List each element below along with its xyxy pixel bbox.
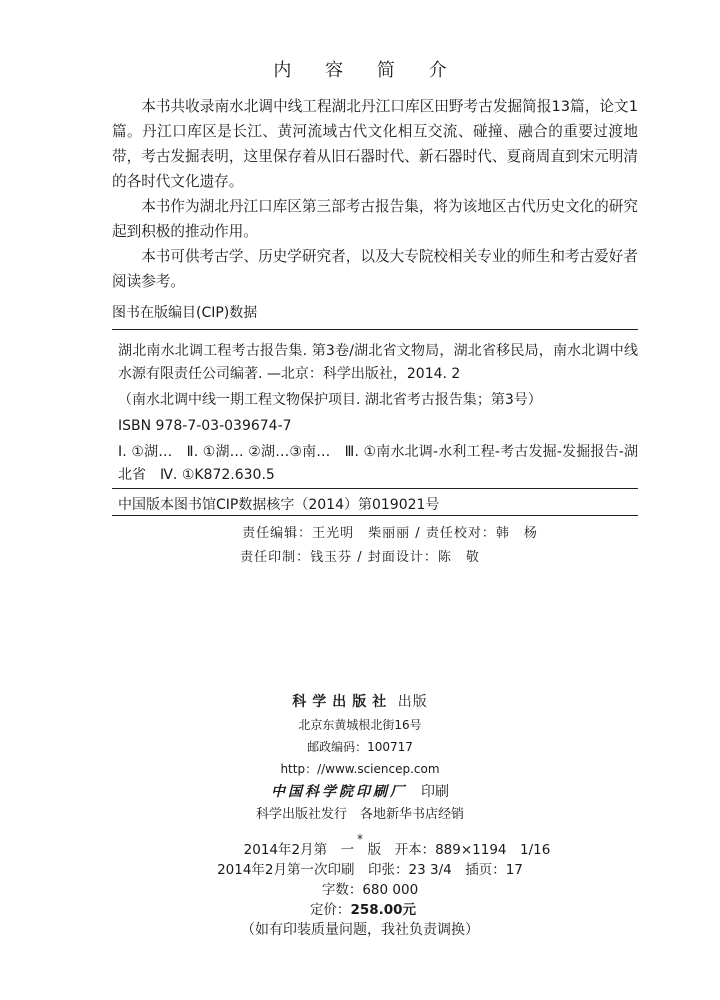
cip-heading: 图书在版编目(CIP)数据 bbox=[112, 305, 258, 321]
production-credits bbox=[0, 546, 720, 565]
price-line bbox=[0, 900, 720, 920]
summary-paragraph: 本书作为湖北丹江口库区第三部考古报告集，将为该地区古代历史文化的研究起到积极的推动作用。 bbox=[112, 198, 638, 240]
printing-line: 2014年2月第一次印刷 印张：23 3/4 插页：17 bbox=[217, 862, 523, 878]
price-label: 定价： bbox=[309, 902, 351, 918]
edition-specs bbox=[0, 840, 720, 940]
distribution-line: 科学出版社发行 各地新华书店经销 bbox=[255, 807, 464, 822]
cip-block bbox=[118, 340, 638, 487]
word-count-line bbox=[0, 880, 720, 900]
publisher-website: http：//www.sciencep.com bbox=[280, 762, 440, 776]
cip-classification: Ⅰ. ①湖… Ⅱ. ①湖… ②湖…③南… Ⅲ. ①南水北调-水利工程-考古发掘-发掘报告-湖北省 Ⅳ. ①K872.630.5 bbox=[118, 444, 638, 483]
publisher-suffix: 出版 bbox=[392, 694, 428, 710]
editor-credits bbox=[0, 522, 720, 541]
credits-line-production: 责任印制：钱玉芬 / 封面设计：陈 敬 bbox=[240, 550, 480, 565]
imprint-block bbox=[0, 690, 720, 848]
cip-entry: 湖北南水北调工程考古报告集. 第3卷/湖北省文物局，湖北省移民局，南水北调中线水源有限责任公司编著. —北京：科学出版社，2014. 2 bbox=[118, 343, 638, 382]
separator-star: * bbox=[357, 832, 363, 846]
word-count-value: 680 000 bbox=[362, 882, 419, 898]
cip-bottom-rule bbox=[112, 515, 638, 516]
cip-top-rule bbox=[112, 329, 638, 330]
publisher-logo-text: 科学出版社 bbox=[292, 694, 393, 710]
printer-suffix: 印刷 bbox=[407, 784, 449, 800]
summary-paragraph: 本书可供考古学、历史学研究者，以及大专院校相关专业的师生和考古爱好者阅读参考。 bbox=[112, 248, 638, 290]
content-summary bbox=[112, 94, 638, 294]
postal-code: 邮政编码：100717 bbox=[307, 740, 413, 754]
cip-middle-rule bbox=[112, 488, 638, 489]
price-value: 258.00元 bbox=[350, 902, 417, 918]
cip-isbn: ISBN 978-7-03-039674-7 bbox=[118, 418, 292, 434]
credits-line-editors: 责任编辑：王光明 柴丽丽 / 责任校对：韩 杨 bbox=[242, 526, 538, 541]
printer-logo-text: 中国科学院印刷厂 bbox=[271, 784, 407, 800]
edition-line: 2014年2月第 一 版 开本：889×1194 1/16 bbox=[243, 842, 551, 858]
summary-paragraph: 本书共收录南水北调中线工程湖北丹江口库区田野考古发掘简报13篇，论文1篇。丹江口库区是长江、黄河流域古代文化相互交流、碰撞、融合的重要过渡地带，考古发掘表明，这里保存着从旧石器时代、新石器时代、夏商周直到宋元明清的各时代文化遗存。 bbox=[112, 98, 638, 190]
publisher-address: 北京东黄城根北街16号 bbox=[298, 718, 422, 732]
word-count-label: 字数： bbox=[321, 882, 363, 898]
section-title: 内 容 简 介 bbox=[273, 60, 461, 81]
printer-line bbox=[0, 780, 720, 804]
cip-series: （南水北调中线一期工程文物保护项目. 湖北省考古报告集；第3号） bbox=[118, 392, 542, 408]
quality-notice: （如有印装质量问题，我社负责调换） bbox=[241, 922, 479, 938]
cip-library-reference: 中国版本图书馆CIP数据核字（2014）第019021号 bbox=[118, 497, 440, 513]
publisher-line bbox=[0, 690, 720, 714]
